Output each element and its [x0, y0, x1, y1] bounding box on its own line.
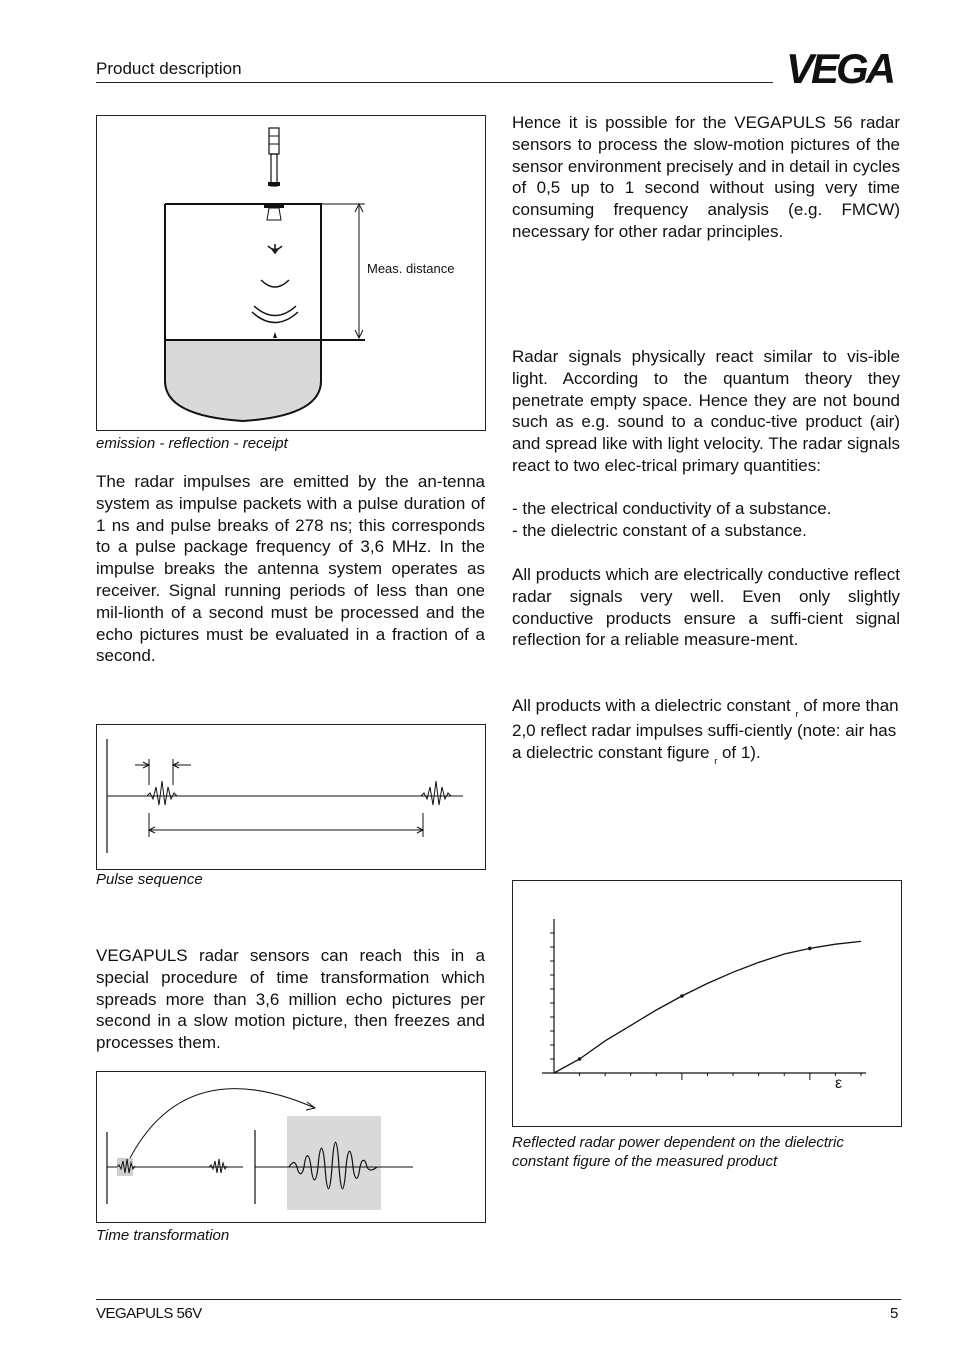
bullet-item: - the electrical conductivity of a substance. — [512, 499, 832, 518]
reflected-power-chart — [513, 881, 901, 1126]
vega-logo — [786, 50, 908, 86]
logo-text: VEGA — [786, 50, 894, 86]
figure2-caption: Pulse sequence — [96, 871, 203, 888]
chart-markers — [578, 947, 812, 1061]
figure-emission-reflection — [96, 115, 486, 431]
chart-data-point — [808, 947, 812, 951]
paragraph-slow-motion: Hence it is possible for the VEGAPULS 56 radar sensors to process the slow-motion pictures of the sensor environment precisely and in detail in cycles of 0,5 up to 1 second without using very time consuming frequency analysis (e.g. FMCW) necessary for other radar principles. — [512, 113, 900, 241]
paragraph-time-transformation: VEGAPULS radar sensors can reach this in a special procedure of time transformation which spreads more than 3,6 million echo pictures per second in a slow motion picture, then freezes and processes them. — [96, 946, 485, 1053]
figure1-caption: emission - reflection - receipt — [96, 435, 288, 452]
chart-data-point — [578, 1057, 582, 1061]
figure-time-transformation — [96, 1071, 486, 1223]
header-rule — [96, 82, 773, 83]
chart-data-point — [680, 994, 684, 998]
footer-product: VEGAPULS 56V — [96, 1305, 202, 1322]
meas-distance-label: Meas. distance — [367, 261, 455, 276]
time-transformation-diagram — [97, 1072, 485, 1222]
bullet-item: - the dielectric constant of a substance. — [512, 520, 807, 540]
chart-axes — [542, 919, 866, 1073]
paragraph-impulses: The radar impulses are emitted by the an-tenna system as impulse packets with a pulse duration of 1 ns and pulse breaks of 278 ns; this corresponds to a pulse package frequency of 3,6 MHz. In the impulse breaks the antenna system operates as receiver. Signal running periods of less than one mil-lionth of a second must be processed and the echo pictures must be evaluated in a fraction of a second. — [96, 472, 485, 666]
chart-ticks — [550, 933, 861, 1080]
bullet-list — [512, 498, 900, 542]
page-number: 5 — [890, 1305, 899, 1322]
chart-x-label: ε — [835, 1075, 843, 1092]
figure3-caption: Time transformation — [96, 1227, 230, 1244]
paragraph-radar-signals: Radar signals physically react similar to vis-ible light. According to the quantum theory they penetrate empty space. Hence they are not bound such as e.g. sound to a conduc-tive product (air) and spread like with light velocity. The radar signals react to two elec-trical primary quantities: — [512, 347, 900, 475]
pulse-sequence-diagram — [97, 725, 485, 869]
section-title: Product description — [96, 59, 242, 78]
chart-caption: Reflected radar power dependent on the dielectric constant figure of the measured product — [512, 1134, 844, 1170]
paragraph-dielectric: All products with a dielectric constant $_r$ of more than 2,0 reflect radar impulses suffi-ciently (note: air has a dielectric constant figure $_r$ of 1). — [512, 696, 899, 766]
paragraph-conductive: All products which are electrically conductive reflect radar signals very well. Even only slightly conductive products ensure a suffi-cient signal reflection for a reliable measure-ment. — [512, 565, 900, 650]
figure-pulse-sequence — [96, 724, 486, 870]
tank-diagram — [97, 116, 485, 430]
footer-rule — [96, 1299, 901, 1300]
chart-series-line — [554, 941, 861, 1073]
figure-reflected-power-chart — [512, 880, 902, 1127]
